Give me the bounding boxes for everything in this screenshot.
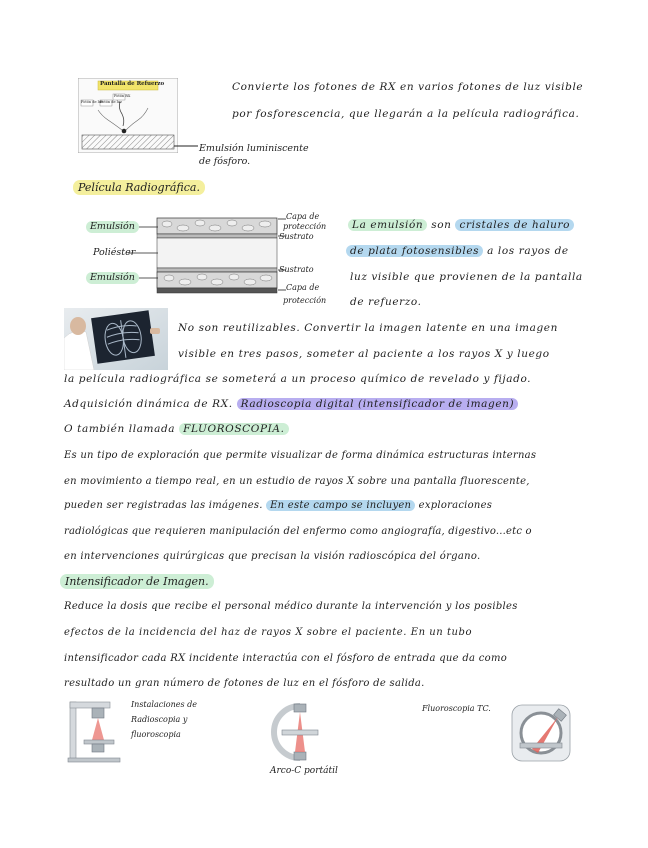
film-desc-line-4: de refuerzo. [350,296,422,308]
film-label-capa-bottom-1: Capa de [286,283,320,292]
hl-fluoroscopia: FLUOROSCOPIA. [179,423,288,435]
install-caption-3: fluoroscopia [131,730,181,739]
hl-campo: En este campo se incluyen [266,500,415,511]
reutil-line-2: visible en tres pasos, someter al paciente a los rayos X y luego [178,348,550,360]
reutil-line-1: No son reutilizables. Convertir la imagen latente en una imagen [178,322,558,334]
c-arm-icon [270,702,330,764]
radioscopy-installation-icon [66,700,126,764]
install-caption-1: Instalaciones de [131,700,197,709]
screen-label-top: Fotón RX [114,94,131,98]
hl-emulsion: La emulsión [348,219,427,231]
screen-label-left: Fotón de luz [81,100,103,104]
reutil-line-5: O también llamada FLUOROSCOPIA. [64,423,289,435]
explor-line-3: pueden ser registradas las imágenes. En este campo se incluyen exploraciones [64,500,493,511]
film-desc-line-2: de plata fotosensibles a los rayos de [346,245,569,257]
intro-line-2: por fosforescencia, que llegarán a la película radiográfica. [232,108,580,120]
film-label-sustrato-top: Sustrato [279,232,314,241]
intens-line-3: intensificador cada RX incidente interactúa con el fósforo de entrada que da como [64,653,508,664]
film-desc-line-3: luz visible que provienen de la pantalla [350,271,583,283]
xray-doctor-photo [64,308,168,370]
film-label-poliester: Poliéster [93,247,136,258]
section-heading-intensificador: Intensificador de Imagen. [60,574,214,589]
reutil-line-4: Adquisición dinámica de RX. Radioscopia digital (intensificador de imagen) [64,398,518,410]
screen-caption-1: Emulsión luminiscente [199,143,309,154]
ct-fluoroscopy-icon [510,703,572,763]
explor-line-1: Es un tipo de exploración que permite visualizar de forma dinámica estructuras internas [64,450,537,461]
film-label-capa-top-1: Capa de [286,212,320,221]
carm-caption: Arco-C portátil [270,766,338,776]
film-label-emulsion-top: Emulsión [86,221,139,233]
film-label-capa-bottom-2: protección [283,296,327,305]
explor-line-4: radiológicas que requieren manipulación del enfermo como angiografía, digestivo...etc o [64,526,532,537]
hl-radioscopia: Radioscopia digital (intensificador de imagen) [237,398,519,410]
section-heading-pelicula: Película Radiográfica. [73,180,205,195]
screen-title: Pantalla de Refuerzo [100,81,165,87]
explor-line-5: en intervenciones quirúrgicas que precisan la visión radioscópica del órgano. [64,551,481,562]
intens-line-2: efectos de la incidencia del haz de rayos X sobre el paciente. En un tubo [64,627,473,638]
hl-plata: de plata fotosensibles [346,245,483,257]
film-label-emulsion-bottom: Emulsión [86,272,139,284]
screen-caption-2: de fósforo. [199,156,251,167]
reutil-line-3: la película radiográfica se someterá a un proceso químico de revelado y fijado. [64,373,532,385]
screen-label-left2: Fotón de luz [100,100,122,104]
film-label-capa-top-2: protección [283,222,327,231]
hl-cristales: cristales de haluro [455,219,574,231]
phosphor-layer [82,135,174,149]
intens-line-4: resultado un gran número de fotones de luz en el fósforo de salida. [64,678,425,689]
explor-line-2: en movimiento a tiempo real, en un estudio de rayos X sobre una pantalla fluorescente, [64,476,530,487]
film-leader-lines [128,215,288,297]
tc-caption: Fluoroscopia TC. [422,704,491,713]
install-caption-2: Radioscopia y [131,715,188,724]
screen-figure [78,78,178,153]
film-label-sustrato-bottom: Sustrato [279,265,314,274]
intens-line-1: Reduce la dosis que recibe el personal médico durante la intervención y los posibles [64,601,518,612]
film-desc-line-1: La emulsión son cristales de haluro [348,219,574,231]
intro-line-1: Convierte los fotones de RX en varios fotones de luz visible [232,81,584,93]
